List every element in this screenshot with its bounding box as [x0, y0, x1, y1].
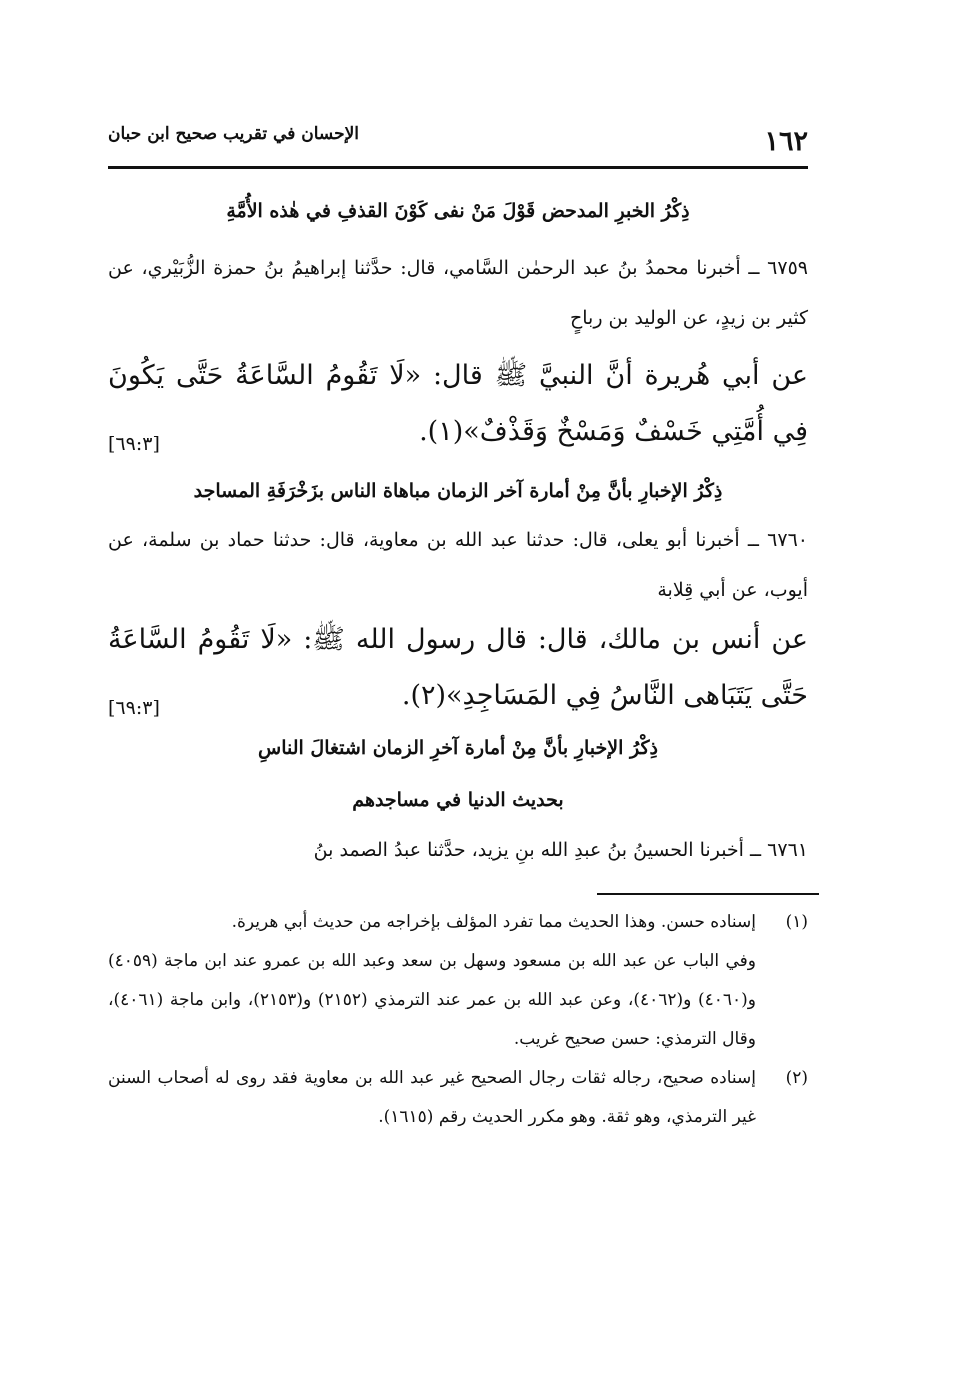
- footnote-number: (٢): [785, 1068, 808, 1088]
- chapter-heading: ذِكْرُ الإخبارِ بأنَّ مِنْ أمارة آخر الزمان مباهاة الناس بزَخْرَفَةِ المساجد: [193, 480, 723, 502]
- running-title: الإحسان في تقريب صحيح ابن حبان: [108, 124, 359, 144]
- hadith-6760-chain: [108, 515, 808, 615]
- hadith-6759-matn: [108, 348, 808, 472]
- isnad-text: ٦٧٦١ ــ أخبرنا الحسينُ بنُ عبدِ الله بنِ يزيد، حدَّثنا عبدُ الصمد بنُ: [313, 839, 808, 861]
- footnote-text: إسناده صحيح، رجاله ثقات رجال الصحيح غير عبد الله بن معاوية فقد روى له أصحاب السنن غير الترمذي، وهو ثقة. وهو مكرر الحديث رقم (١٦١٥).: [108, 1068, 756, 1127]
- reference-tag: [٦٩:٣]: [108, 433, 160, 455]
- chapter-heading-line-2: بحديث الدنيا في مساجدهم: [352, 789, 564, 811]
- page-header: [108, 118, 808, 169]
- chapter-heading: ذِكْرُ الإخبارِ بأنَّ مِنْ أمارة آخرِ الزمان اشتغالَ الناسِ: [258, 737, 658, 759]
- footnote-1: [108, 903, 808, 942]
- isnad-text: ٦٧٦٠ ــ أخبرنا أبو يعلى، قال: حدثنا عبد الله بن معاوية، قال: حدثنا حماد بن سلمة، عن أيوب، عن أبي قِلابة: [108, 529, 808, 601]
- hadith-6760-matn: [108, 612, 808, 736]
- footnote-2: [108, 1059, 808, 1137]
- matn-content: عن أنس بن مالك، قال: قال رسول الله ﷺ: «لَا تَقُومُ السَّاعَةُ حَتَّى يَتَبَاهى النَّاسُ فِي المَسَاجِدِ»(٢).: [108, 624, 808, 711]
- section-heading-1: [108, 185, 808, 237]
- matn-text: [108, 612, 808, 724]
- reference-tag: [٦٩:٣]: [108, 697, 160, 719]
- footnote-separator: [597, 893, 819, 895]
- section-heading-2: [108, 465, 808, 517]
- isnad-text: ٦٧٥٩ ــ أخبرنا محمدُ بنُ عبد الرحمٰن السَّامي، قال: حدَّثنا إبراهيمُ بنُ حمزة الزُّبَيْري، عن كثير بن زيدٍ، عن الوليد بن رباحٍ: [108, 257, 808, 329]
- hadith-6761-chain: [108, 825, 808, 875]
- footnote-text: إسناده حسن. وهذا الحديث مما تفرد المؤلف بإخراجه من حديث أبي هريرة.: [231, 912, 756, 932]
- hadith-6759-chain: [108, 243, 808, 343]
- page-number: ١٦٢: [764, 126, 808, 157]
- chapter-heading: ذِكْرُ الخبرِ المدحض قَوْلَ مَنْ نفى كَوْنَ القذفِ في هٰذه الأُمَّةِ: [226, 200, 690, 222]
- section-heading-3: [108, 722, 808, 826]
- matn-content: عن أبي هُريرة أنَّ النبيَّ ﷺ قال: «لَا تَقُومُ السَّاعَةُ حَتَّى يَكُونَ فِي أُمَّتِي خَسْفٌ وَمَسْخٌ وَقَذْفٌ»(١).: [108, 360, 808, 447]
- footnotes: [108, 903, 808, 1137]
- footnote-number: (١): [785, 912, 808, 932]
- footnote-text: وفي الباب عن عبد الله بن مسعود وسهل بن سعد وعبد الله بن عمرو عند ابن ماجة (٤٠٥٩) و(٤٠٦٠) و(٤٠٦٢)، وعن عبد الله بن عمر عند الترمذي (٢١٥٢) و(٢١٥٣)، وابن ماجة (٤٠٦١)، وقال الترمذي: حسن صحيح غريب.: [108, 951, 757, 1049]
- matn-text: [108, 348, 808, 460]
